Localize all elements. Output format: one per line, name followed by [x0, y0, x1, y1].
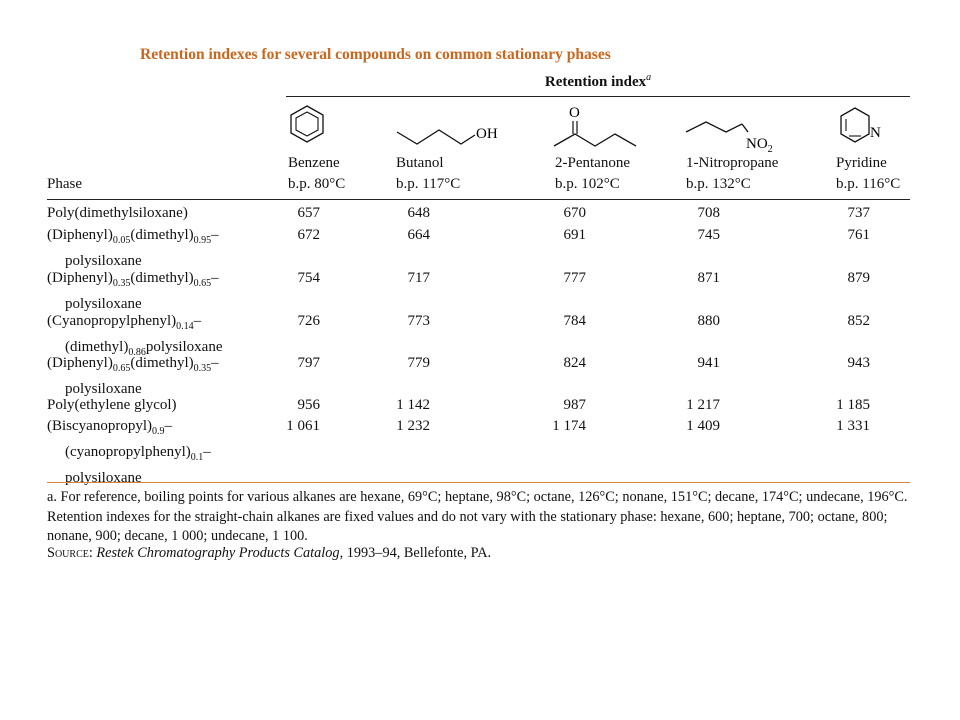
value-cell: 879: [847, 270, 870, 286]
value-cell: 941: [697, 355, 720, 371]
butanol-structure-icon: [395, 100, 515, 150]
phase-text: –: [193, 313, 202, 329]
value-cell: 672: [297, 227, 320, 243]
svg-text:O: O: [569, 105, 580, 121]
compound-name: Butanol: [396, 155, 444, 171]
source-line: Source: Restek Chromatography Products Catalog, 1993–94, Bellefonte, PA.: [47, 545, 492, 561]
retention-index-header: [286, 72, 910, 91]
value-cell: 664: [407, 227, 430, 243]
phase-text: (dimethyl): [130, 270, 194, 286]
value-cell: 773: [407, 313, 430, 329]
compound-bp: b.p. 117°C: [396, 176, 461, 192]
value-cell: 1 217: [686, 397, 720, 413]
phase-name: [47, 353, 219, 400]
value-cell: 956: [297, 397, 320, 413]
subscript: 0.65: [112, 363, 131, 374]
subscript: 0.35: [112, 278, 131, 289]
phase-text: (Cyanopropylphenyl): [47, 313, 177, 329]
retention-header-text: Retention index: [544, 74, 647, 90]
svg-text:NO2: $NO_2$: [746, 136, 773, 155]
phase-text: (Diphenyl): [47, 355, 113, 371]
header-bottom-rule: [47, 199, 910, 200]
value-cell: 777: [563, 270, 586, 286]
phase-text: (cyanopropylphenyl): [65, 444, 191, 460]
table-title: Retention indexes for several compounds on common stationary phases: [140, 46, 611, 63]
compound-bp: b.p. 132°C: [686, 176, 751, 192]
value-cell: 754: [297, 270, 320, 286]
value-cell: 824: [563, 355, 586, 371]
phase-text: –: [211, 355, 219, 371]
phase-text: polysiloxane: [65, 253, 142, 269]
phase-text: polysiloxane: [65, 470, 142, 486]
phase-text: polysiloxane: [65, 381, 142, 397]
source-label: Source: [47, 545, 89, 561]
svg-text:OH: OH: [476, 126, 498, 142]
phase-text: (dimethyl): [130, 227, 194, 243]
value-cell: 1 061: [286, 418, 320, 434]
phase-name: [47, 225, 219, 272]
subscript: 0.65: [193, 278, 212, 289]
value-cell: 943: [847, 355, 870, 371]
subscript: 0.9: [151, 426, 165, 437]
phase-text: polysiloxane: [65, 296, 142, 312]
phase-text: polysiloxane: [145, 339, 223, 355]
value-cell: 1 174: [552, 418, 586, 434]
value-cell: 648: [407, 205, 430, 221]
subscript: 0.14: [176, 321, 194, 332]
benzene-structure-icon: [282, 100, 332, 150]
compound-bp: b.p. 102°C: [555, 176, 620, 192]
pyridine-structure-icon: [833, 100, 893, 150]
compound-name: 1-Nitropropane: [686, 155, 779, 171]
phase-text: (Diphenyl): [47, 270, 113, 286]
value-cell: 871: [697, 270, 720, 286]
value-cell: 726: [297, 313, 320, 329]
value-cell: 761: [847, 227, 870, 243]
compound-name: 2-Pentanone: [555, 155, 630, 171]
svg-text:N: N: [870, 125, 881, 141]
source-details: , 1993–94, Bellefonte, PA.: [339, 545, 492, 561]
source-title: Restek Chromatography Products Catalog: [96, 545, 340, 561]
value-cell: 1 331: [836, 418, 870, 434]
table-bottom-rule: [47, 482, 910, 483]
value-cell: 880: [697, 313, 720, 329]
value-cell: 708: [697, 205, 720, 221]
subscript: 0.95: [193, 235, 212, 246]
phase-text: –: [164, 418, 172, 434]
value-cell: 670: [563, 205, 586, 221]
phase-column-header: Phase: [47, 176, 82, 192]
phase-text: (Diphenyl): [47, 227, 113, 243]
value-cell: 717: [407, 270, 430, 286]
value-cell: 852: [847, 313, 870, 329]
value-cell: 987: [563, 397, 586, 413]
subscript: 0.05: [112, 235, 131, 246]
phase-text: –: [203, 444, 211, 460]
compound-bp: b.p. 116°C: [836, 176, 901, 192]
phase-text: –: [211, 227, 219, 243]
value-cell: 1 185: [836, 397, 870, 413]
phase-text: Poly(ethylene glycol): [47, 397, 177, 413]
compound-name: Pyridine: [836, 155, 887, 171]
nitropropane-structure-icon: [684, 100, 794, 156]
footnote: a. For reference, boiling points for various alkanes are hexane, 69°C; heptane, 98°C; octane, 126°C; nonane, 151°C; decane, 174°C; undecane, 196°C. Retention indexes for the straight-chain alkanes are fixed values and do not vary with the stationary phase: hexane, 600; heptane, 700; octane, 800; nonane, 900; decane, 1 000; undecane, 1 100.: [47, 489, 908, 544]
phase-text: Poly(dimethylsiloxane): [47, 205, 188, 221]
phase-name: [47, 395, 177, 416]
subscript: 0.86: [128, 347, 146, 358]
phase-name: [47, 203, 188, 224]
value-cell: 1 409: [686, 418, 720, 434]
subscript: 0.1: [190, 452, 204, 463]
phase-text: (dimethyl): [65, 339, 129, 355]
phase-text: (dimethyl): [130, 355, 194, 371]
value-cell: 1 142: [396, 397, 430, 413]
phase-text: –: [211, 270, 219, 286]
value-cell: 779: [407, 355, 430, 371]
value-cell: 1 232: [396, 418, 430, 434]
phase-name: [47, 416, 211, 489]
phase-name: [47, 268, 219, 315]
value-cell: 737: [847, 205, 870, 221]
footnote-marker: a: [646, 72, 652, 83]
compound-bp: b.p. 80°C: [288, 176, 346, 192]
value-cell: 797: [297, 355, 320, 371]
value-cell: 784: [563, 313, 586, 329]
value-cell: 691: [563, 227, 586, 243]
compound-name: Benzene: [288, 155, 340, 171]
subscript: 0.35: [193, 363, 212, 374]
phase-text: (Biscyanopropyl): [47, 418, 152, 434]
value-cell: 657: [297, 205, 320, 221]
value-cell: 745: [697, 227, 720, 243]
phase-line: [47, 442, 211, 468]
pentanone-structure-icon: [552, 100, 642, 152]
header-rule: [286, 96, 910, 97]
